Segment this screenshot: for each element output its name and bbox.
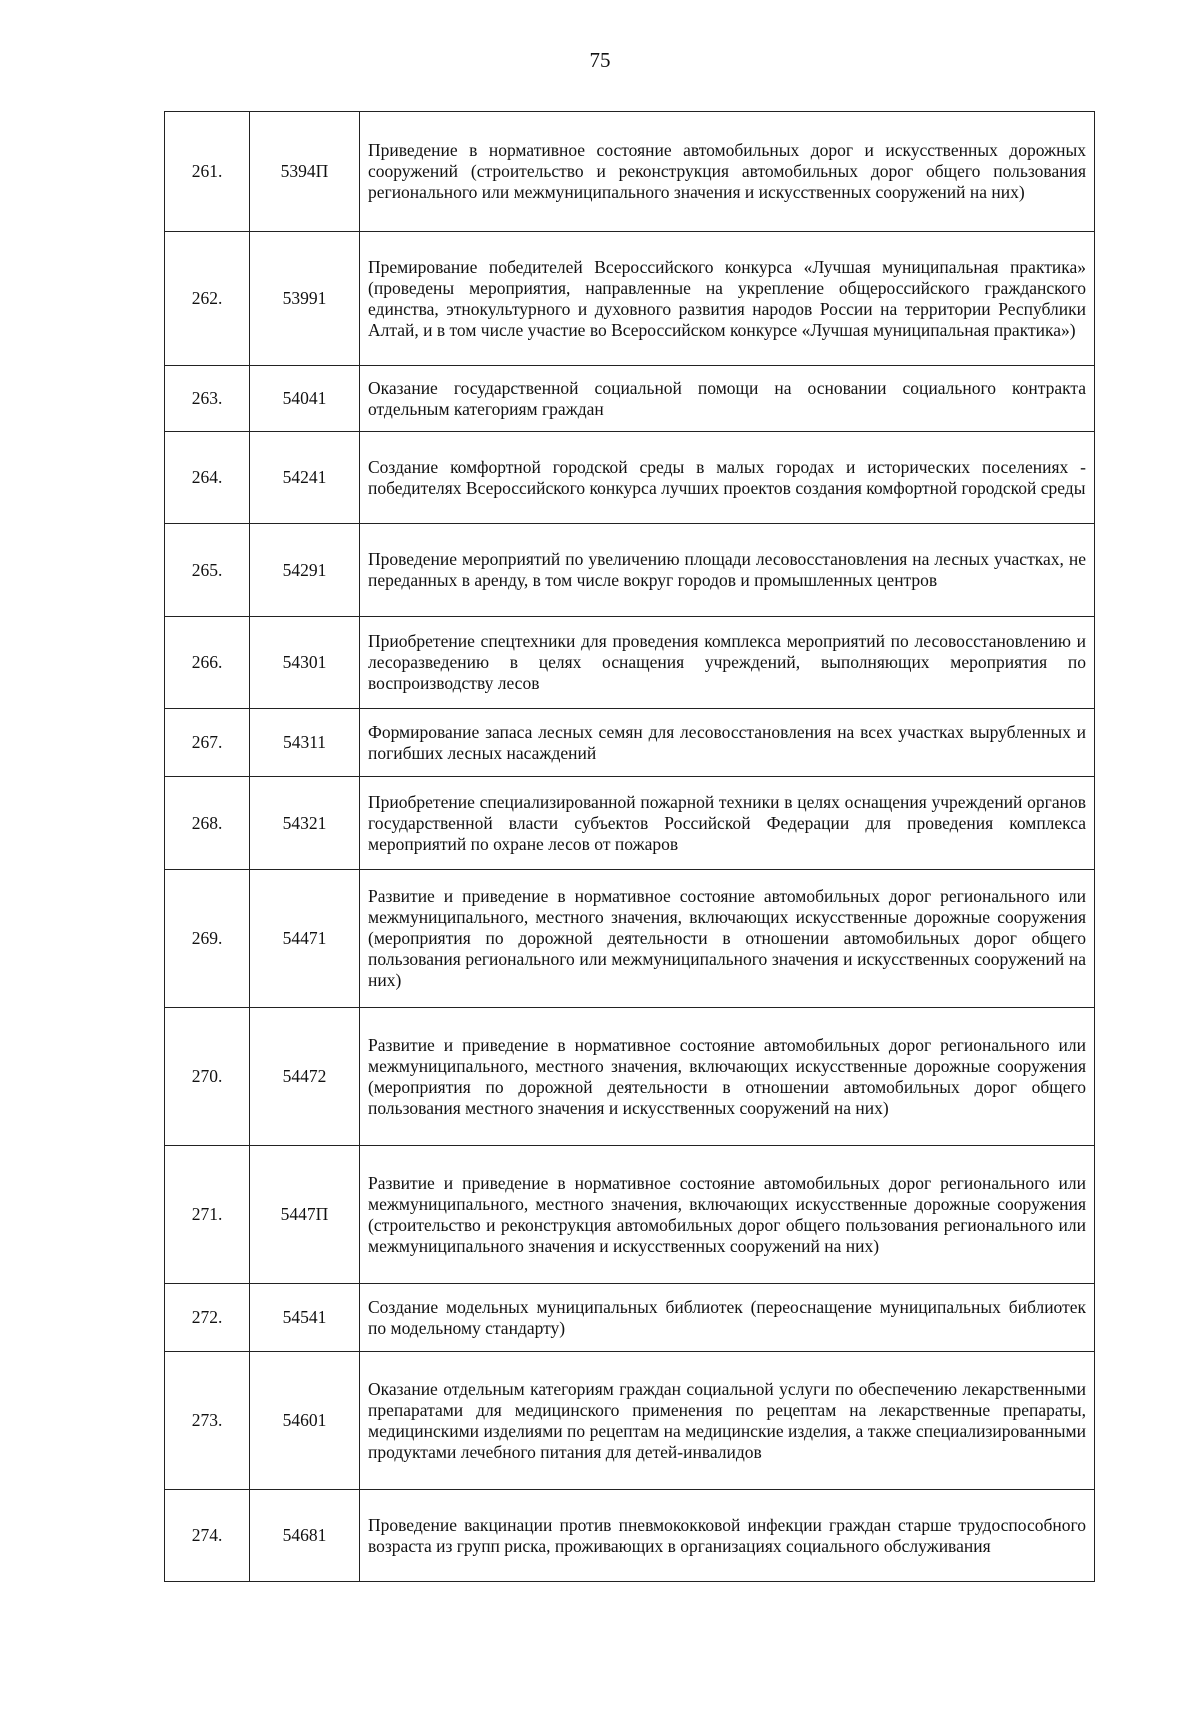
row-description: Создание модельных муниципальных библиотек (переоснащение муниципальных библиотек по модельному стандарту) — [360, 1284, 1095, 1352]
row-number: 272. — [165, 1284, 250, 1352]
table-row — [165, 1284, 1095, 1352]
row-description: Проведение мероприятий по увеличению площади лесовосстановления на лесных участках, не переданных в аренду, в том числе вокруг городов и промышленных центров — [360, 524, 1095, 617]
row-description: Формирование запаса лесных семян для лесовосстановления на всех участках вырубленных и погибших лесных насаждений — [360, 709, 1095, 777]
row-description: Оказание отдельным категориям граждан социальной услуги по обеспечению лекарственными препаратами для медицинского применения по рецептам на лекарственные препараты, медицинскими изделиями по рецептам на медицинские изделия, а также специализированными продуктами лечебного питания для детей-инвалидов — [360, 1352, 1095, 1490]
row-number: 264. — [165, 432, 250, 524]
table-row — [165, 777, 1095, 870]
row-description: Создание комфортной городской среды в малых городах и исторических поселениях - победителях Всероссийского конкурса лучших проектов создания комфортной городской среды — [360, 432, 1095, 524]
row-code: 54471 — [250, 870, 360, 1008]
table-row — [165, 617, 1095, 709]
row-code: 54241 — [250, 432, 360, 524]
row-number: 271. — [165, 1146, 250, 1284]
row-number: 267. — [165, 709, 250, 777]
row-code: 54311 — [250, 709, 360, 777]
table-row — [165, 432, 1095, 524]
row-code: 54041 — [250, 366, 360, 432]
row-code: 54601 — [250, 1352, 360, 1490]
row-description: Проведение вакцинации против пневмококковой инфекции граждан старше трудоспособного возраста из групп риска, проживающих в организациях социального обслуживания — [360, 1490, 1095, 1582]
row-number: 274. — [165, 1490, 250, 1582]
row-code: 54541 — [250, 1284, 360, 1352]
table-row — [165, 870, 1095, 1008]
table-row — [165, 1490, 1095, 1582]
row-number: 261. — [165, 112, 250, 232]
table-row — [165, 232, 1095, 366]
row-description: Развитие и приведение в нормативное состояние автомобильных дорог регионального или межмуниципального, местного значения, включающих искусственные дорожные сооружения (строительство и реконструкция автомобильных дорог общего пользования регионального или межмуниципального значения и искусственных сооружений на них) — [360, 1146, 1095, 1284]
table-row — [165, 524, 1095, 617]
row-number: 266. — [165, 617, 250, 709]
table-row — [165, 1008, 1095, 1146]
row-number: 262. — [165, 232, 250, 366]
row-number: 268. — [165, 777, 250, 870]
codes-table — [164, 111, 1095, 1582]
table-row — [165, 112, 1095, 232]
table-row — [165, 1352, 1095, 1490]
row-number: 265. — [165, 524, 250, 617]
row-code: 5394П — [250, 112, 360, 232]
row-description: Приобретение специализированной пожарной техники в целях оснащения учреждений органов государственной власти субъектов Российской Федерации для проведения комплекса мероприятий по охране лесов от пожаров — [360, 777, 1095, 870]
row-code: 53991 — [250, 232, 360, 366]
row-description: Развитие и приведение в нормативное состояние автомобильных дорог регионального или межмуниципального, местного значения, включающих искусственные дорожные сооружения (мероприятия по дорожной деятельности в отношении автомобильных дорог общего пользования местного значения и искусственных сооружений на них) — [360, 1008, 1095, 1146]
row-code: 54301 — [250, 617, 360, 709]
row-number: 273. — [165, 1352, 250, 1490]
row-description: Премирование победителей Всероссийского конкурса «Лучшая муниципальная практика» (проведены мероприятия, направленные на укрепление общероссийского гражданского единства, этнокультурного и духовного развития народов России на территории Республики Алтай, и в том числе участие во Всероссийском конкурсе «Лучшая муниципальная практика») — [360, 232, 1095, 366]
table-row — [165, 1146, 1095, 1284]
row-description: Развитие и приведение в нормативное состояние автомобильных дорог регионального или межмуниципального, местного значения, включающих искусственные дорожные сооружения (мероприятия по дорожной деятельности в отношении автомобильных дорог общего пользования регионального или межмуниципального значения и искусственных сооружений на них) — [360, 870, 1095, 1008]
row-description: Приведение в нормативное состояние автомобильных дорог и искусственных дорожных сооружений (строительство и реконструкция автомобильных дорог общего пользования регионального или межмуниципального значения и искусственных сооружений на них) — [360, 112, 1095, 232]
row-description: Оказание государственной социальной помощи на основании социального контракта отдельным категориям граждан — [360, 366, 1095, 432]
row-number: 263. — [165, 366, 250, 432]
row-number: 269. — [165, 870, 250, 1008]
row-code: 54321 — [250, 777, 360, 870]
table-row — [165, 709, 1095, 777]
row-code: 54291 — [250, 524, 360, 617]
table-row — [165, 366, 1095, 432]
row-code: 5447П — [250, 1146, 360, 1284]
page-number: 75 — [589, 48, 611, 72]
row-description: Приобретение спецтехники для проведения комплекса мероприятий по лесовосстановлению и лесоразведению в целях оснащения учреждений, выполняющих мероприятия по воспроизводству лесов — [360, 617, 1095, 709]
row-number: 270. — [165, 1008, 250, 1146]
row-code: 54472 — [250, 1008, 360, 1146]
row-code: 54681 — [250, 1490, 360, 1582]
